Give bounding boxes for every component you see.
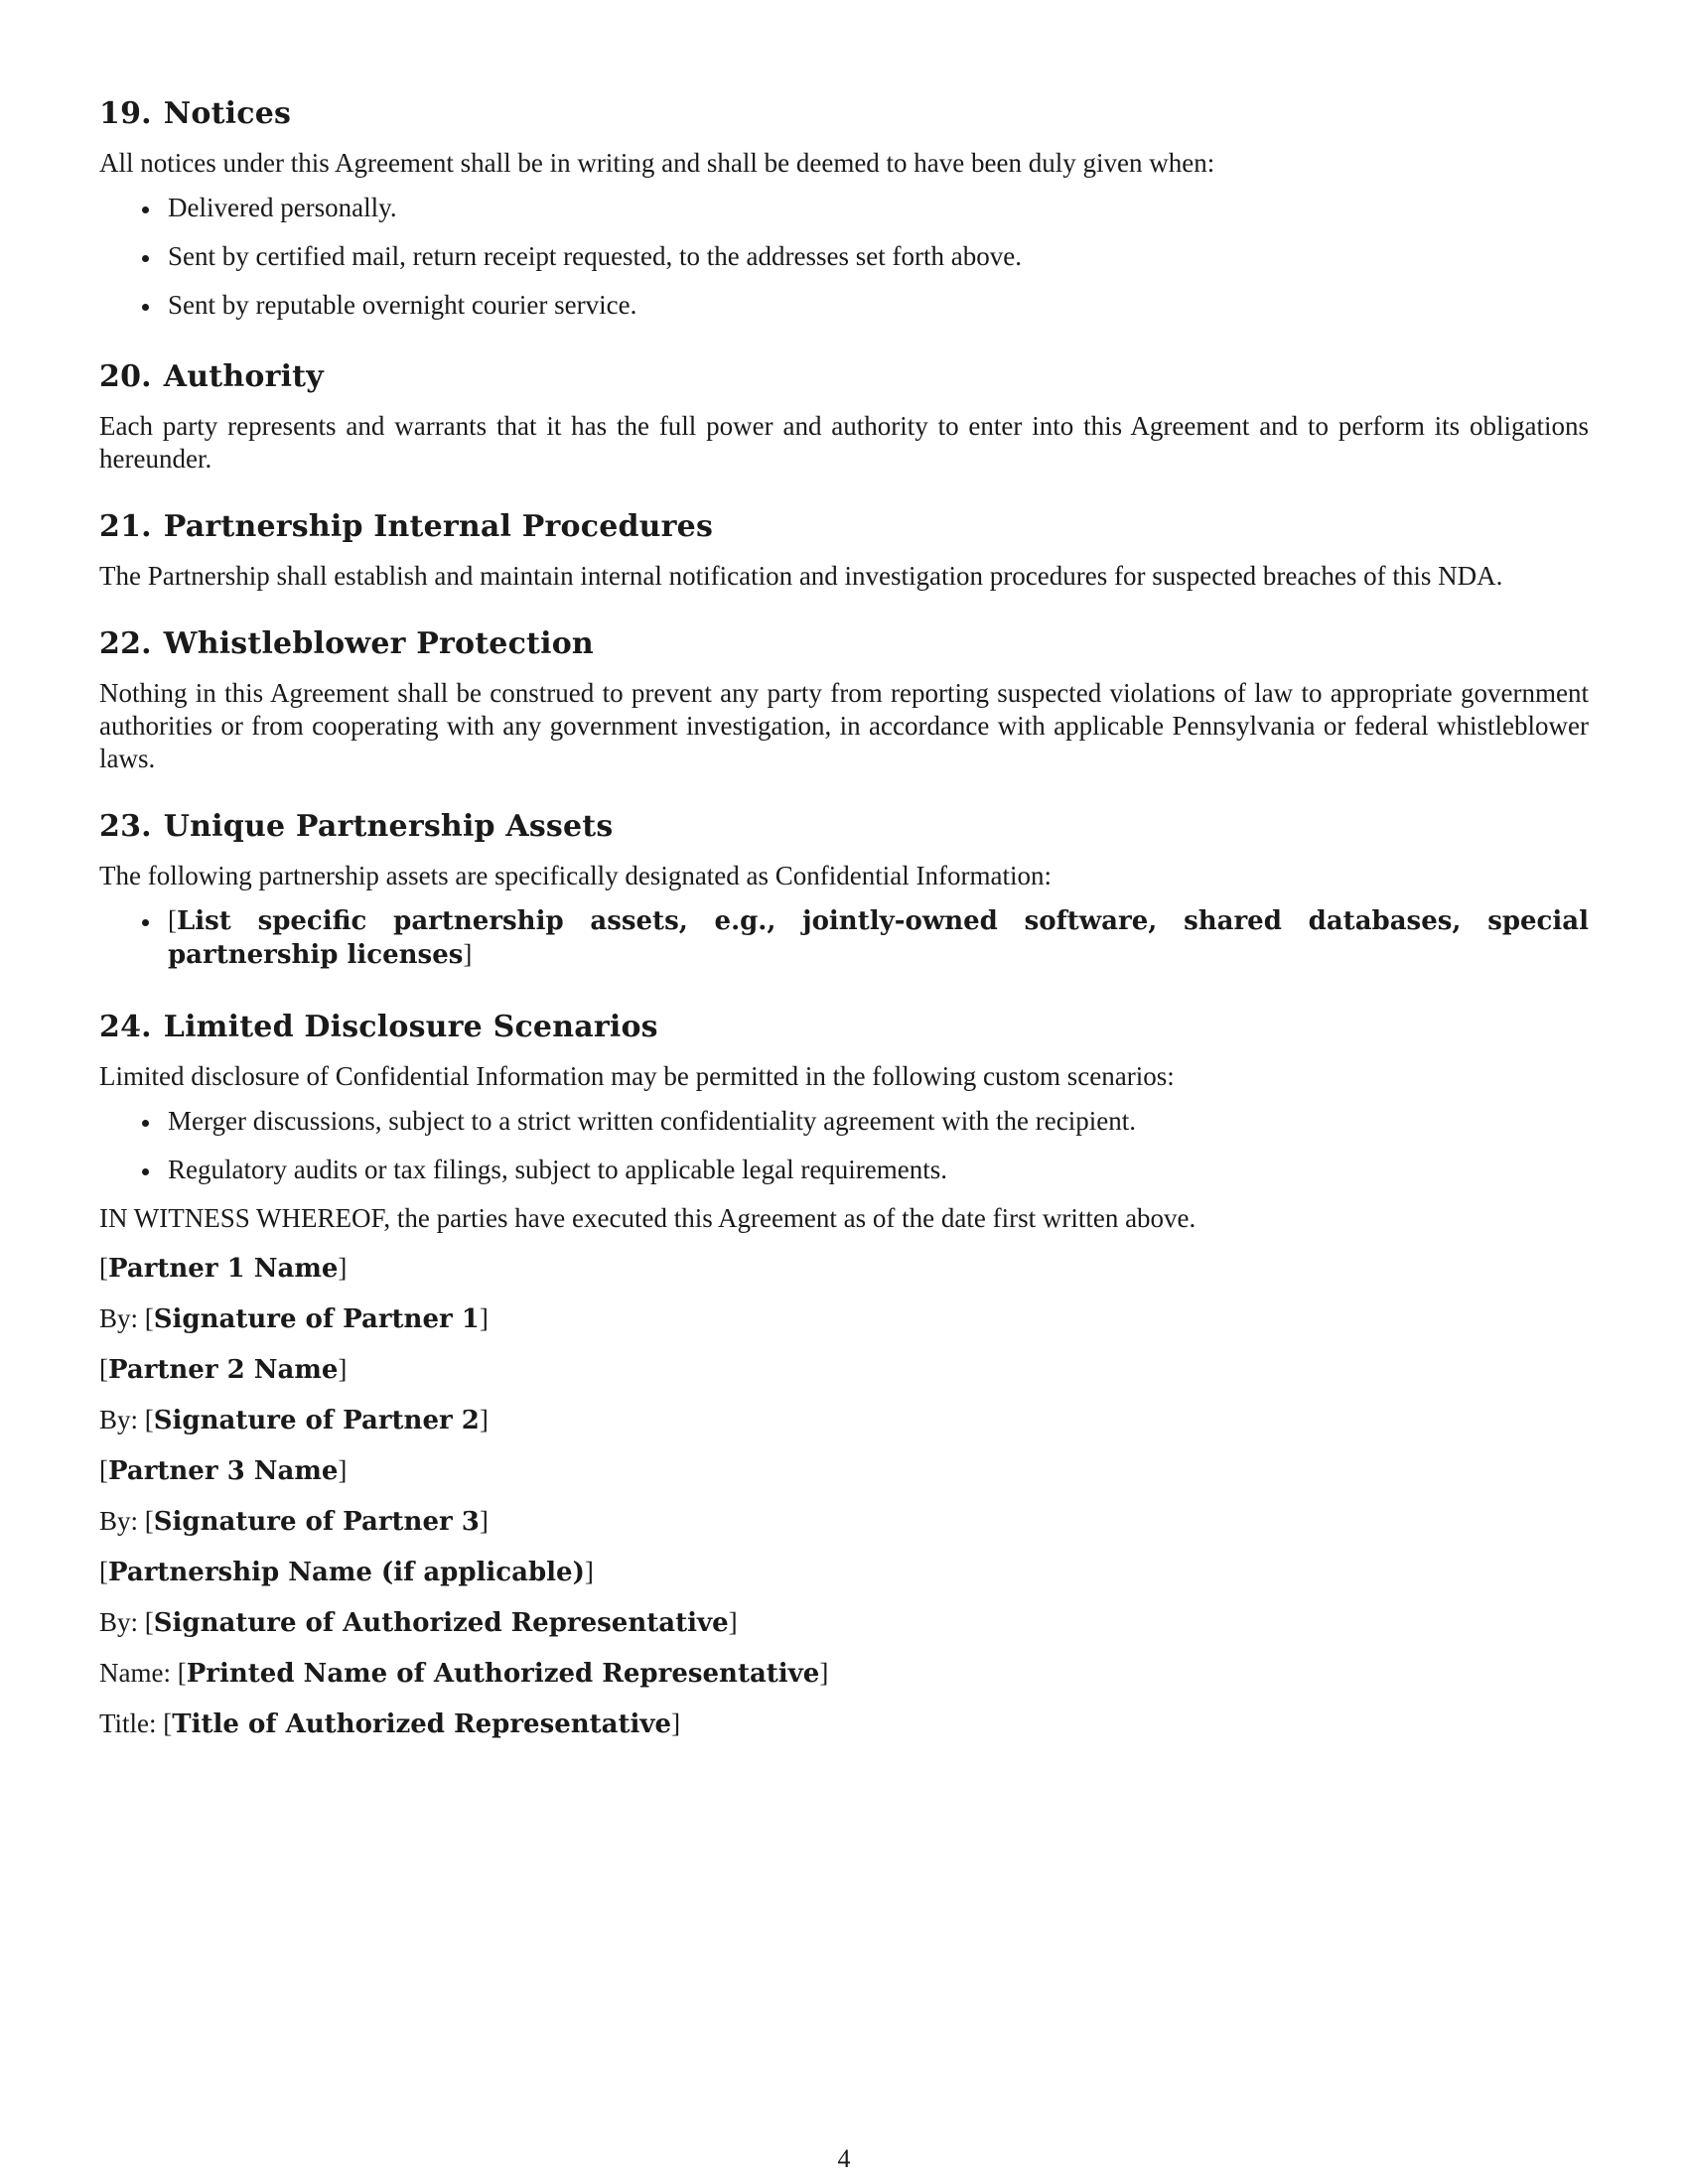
partner3-name-line: [Partner 3 Name] (99, 1455, 348, 1486)
bullet-icon (142, 1168, 149, 1175)
partnership-name-placeholder: Partnership Name (if applicable) (108, 1558, 585, 1587)
partner2-name-placeholder: Partner 2 Name (108, 1355, 339, 1385)
list-item-text: Regulatory audits or tax filings, subject to applicable legal requirements. (168, 1155, 948, 1184)
partner2-name-line: [Partner 2 Name] (99, 1354, 348, 1385)
title-label: Title: (99, 1708, 157, 1738)
section-intro: All notices under this Agreement shall be in writing and shall be deemed to have been duly given when: (99, 148, 1215, 178)
section-number: 24. (99, 1010, 152, 1044)
bullet-list (99, 904, 1589, 972)
partner1-signature-line: By: [Signature of Partner 1] (99, 1303, 489, 1334)
bullet-icon (142, 304, 149, 311)
section-number: 23. (99, 809, 152, 844)
representative-name-line: Name: [Printed Name of Authorized Representative] (99, 1658, 829, 1689)
partner2-signature-placeholder: Signature of Partner 2 (153, 1406, 480, 1435)
section-title: Notices (163, 96, 292, 131)
section-body: Each party represents and warrants that it has the full power and authority to enter into this Agreement and to perform its obligations hereunder. (99, 411, 1589, 474)
section-title: Unique Partnership Assets (163, 809, 614, 844)
representative-title-line: Title: [Title of Authorized Representative] (99, 1708, 681, 1739)
list-item-text: Sent by certified mail, return receipt requested, to the addresses set forth above. (168, 241, 1022, 271)
representative-title-placeholder: Title of Authorized Representative (172, 1709, 672, 1739)
section-number: 20. (99, 359, 152, 394)
list-item (99, 240, 1589, 273)
list-item-text: Merger discussions, subject to a strict written confidentiality agreement with the recipient. (168, 1106, 1136, 1136)
section-intro: Limited disclosure of Confidential Information may be permitted in the following custom scenarios: (99, 1061, 1175, 1091)
section-title: Authority (163, 359, 324, 394)
partner3-signature-placeholder: Signature of Partner 3 (153, 1507, 480, 1537)
bullet-list (99, 192, 1589, 322)
bullet-icon (142, 919, 149, 926)
by-label: By: (99, 1405, 139, 1434)
by-label: By: (99, 1303, 139, 1333)
section-title: Partnership Internal Procedures (163, 509, 714, 544)
bullet-list (99, 1105, 1589, 1186)
bullet-icon (142, 1120, 149, 1127)
section-number: 19. (99, 96, 152, 131)
bullet-icon (142, 255, 149, 262)
section-heading-authority (99, 357, 1589, 397)
section-heading-limited-disclosure (99, 1008, 1589, 1047)
section-heading-internal-procedures (99, 507, 1589, 547)
by-label: By: (99, 1506, 139, 1536)
witness-clause: IN WITNESS WHEREOF, the parties have executed this Agreement as of the date first written above. (99, 1203, 1196, 1233)
partner1-name-placeholder: Partner 1 Name (108, 1254, 339, 1284)
partner3-signature-line: By: [Signature of Partner 3] (99, 1506, 489, 1537)
section-title: Whistleblower Protection (163, 626, 594, 661)
document-page (99, 94, 1589, 1758)
list-item (99, 289, 1589, 322)
section-intro: The following partnership assets are specifically designated as Confidential Information: (99, 861, 1052, 890)
page-number: 4 (837, 2144, 851, 2173)
placeholder-assets: List specific partnership assets, e.g., jointly-owned software, shared databases, special partnership licenses (168, 906, 1589, 970)
by-label: By: (99, 1607, 139, 1637)
section-title: Limited Disclosure Scenarios (163, 1010, 658, 1044)
list-item (99, 1105, 1589, 1138)
bullet-icon (142, 206, 149, 213)
list-item (99, 192, 1589, 224)
representative-signature-placeholder: Signature of Authorized Representative (153, 1608, 729, 1638)
partner2-signature-line: By: [Signature of Partner 2] (99, 1405, 489, 1435)
section-body: The Partnership shall establish and maintain internal notification and investigation procedures for suspected breaches of this NDA. (99, 561, 1503, 591)
partner1-name-line: [Partner 1 Name] (99, 1253, 348, 1284)
name-label: Name: (99, 1658, 171, 1688)
section-heading-notices (99, 94, 1589, 134)
partner3-name-placeholder: Partner 3 Name (108, 1456, 339, 1486)
section-body: Nothing in this Agreement shall be construed to prevent any party from reporting suspected violations of law to appropriate government authorities or from cooperating with any government investigation, in accordance with applicable Pennsylvania or federal whistleblower laws. (99, 678, 1589, 773)
section-number: 21. (99, 509, 152, 544)
representative-name-placeholder: Printed Name of Authorized Representative (186, 1659, 820, 1689)
list-item-text: Sent by reputable overnight courier service. (168, 290, 637, 320)
section-heading-unique-assets (99, 807, 1589, 847)
list-item (99, 1154, 1589, 1186)
list-item: [List specific partnership assets, e.g., jointly-owned software, shared databases, special partnership licenses] (99, 904, 1589, 972)
list-item-text: Delivered personally. (168, 193, 397, 222)
section-number: 22. (99, 626, 152, 661)
partnership-name-line: [Partnership Name (if applicable)] (99, 1557, 594, 1587)
partner1-signature-placeholder: Signature of Partner 1 (153, 1304, 480, 1334)
representative-signature-line: By: [Signature of Authorized Representative] (99, 1607, 738, 1638)
section-heading-whistleblower (99, 624, 1589, 664)
